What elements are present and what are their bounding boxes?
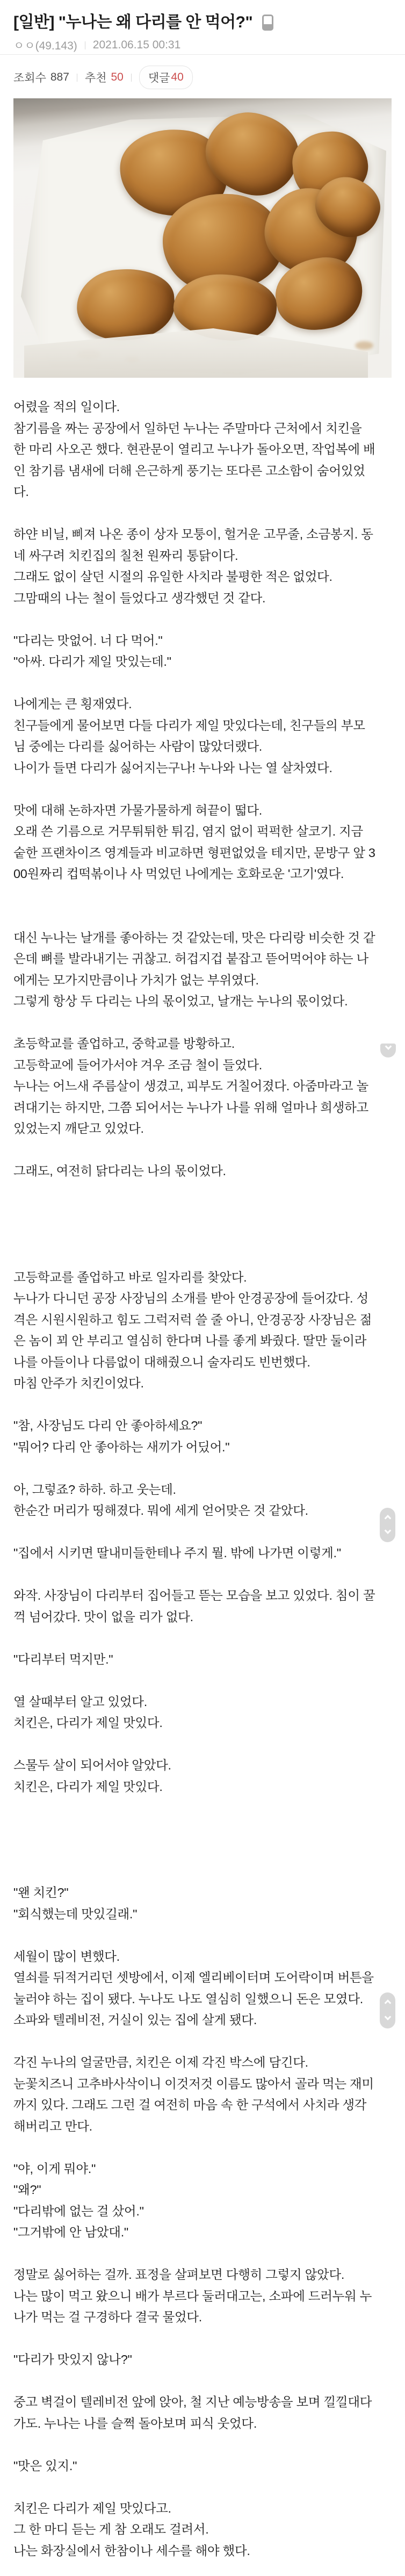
body-line <box>13 503 396 524</box>
chevron-down-icon <box>385 1044 392 1050</box>
body-line: 치킨은, 다리가 제일 맛있다. <box>13 1716 163 1730</box>
author-name[interactable]: ㅇㅇ(49.143) <box>13 40 77 52</box>
comments-label: 댓글 <box>148 72 170 84</box>
body-line <box>13 1861 396 1883</box>
body-line <box>13 1012 396 1034</box>
body-line: 은데 뼈를 발라내기는 귀찮고. 허겁지겁 붙잡고 뜯어먹어야 하는 나 <box>13 952 368 966</box>
body-line <box>13 885 396 906</box>
body-line: 나는 화장실에서 한참이나 세수를 해야 했다. <box>13 2543 250 2558</box>
body-line <box>13 1670 396 1692</box>
body-line: 네 싸구려 치킨집의 칠천 원짜리 통닭이다. <box>13 548 238 563</box>
body-line: 눈꽃치즈니 고추바사삭이니 이것저것 이름도 많아서 골라 먹는 재미 <box>13 2076 374 2091</box>
body-line: 까지 있다. 그래도 그런 걸 여전히 마음 속 한 구석에서 사치라 생각 <box>13 2098 367 2112</box>
body-line <box>13 1734 396 1755</box>
body-line: 꺽 넘어갔다. 맛이 없을 리가 없다. <box>13 1609 193 1624</box>
category-badge: [일반] <box>13 13 54 31</box>
body-line <box>13 609 396 630</box>
author-row <box>13 37 180 53</box>
header-divider <box>0 54 405 55</box>
body-line <box>13 1246 396 1267</box>
body-line: 고등학교를 졸업하고 바로 일자리를 찾았다. <box>13 1270 247 1284</box>
body-line: 그 한 마디 듣는 게 참 오래도 걸려서. <box>13 2522 209 2536</box>
body-line <box>13 1840 396 1861</box>
grease-stain <box>355 341 373 350</box>
body-line: 각진 누나의 얼굴만큼, 치킨은 이제 각진 박스에 담긴다. <box>13 2055 308 2069</box>
likes-label: 추천 <box>84 72 107 84</box>
body-line <box>13 673 396 694</box>
body-line: 한 마리 사오곤 했다. 현관문이 열리고 누나가 돌아오면, 작업복에 배 <box>13 442 375 456</box>
body-line <box>13 1522 396 1543</box>
body-line: 와작. 사장님이 다리부터 집어들고 뜯는 모습을 보고 있었다. 침이 꿀 <box>13 1588 375 1602</box>
body-line: 소파와 텔레비전, 거실이 있는 집에 살게 됐다. <box>13 2013 257 2027</box>
body-line <box>13 2137 396 2158</box>
body-line <box>13 1819 396 1840</box>
body-line: 누나는 어느새 주름살이 생겼고, 피부도 거칠어졌다. 아줌마라고 놀 <box>13 1079 368 1093</box>
page-title <box>13 9 394 32</box>
body-line: "다리부터 먹지만." <box>13 1652 113 1666</box>
body-line: "아싸. 다리가 제일 맛있는데." <box>13 654 171 668</box>
body-line: "뭐어? 다리 안 좋아하는 새끼가 어딨어." <box>13 1440 230 1454</box>
body-line: "그거밖에 안 남았대." <box>13 2225 128 2239</box>
body-line: "다리가 맛있지 않나?" <box>13 2352 132 2366</box>
body-line: 한순간 머리가 띵해졌다. 뭐에 세게 얻어맞은 것 같았다. <box>13 1503 308 1517</box>
body-line: 해버리고 만다. <box>13 2119 92 2133</box>
body-line: 고등학교에 들어가서야 겨우 조금 철이 들었다. <box>13 1057 262 1072</box>
body-line: 격은 시원시원하고 힘도 그럭저럭 쓸 줄 아니, 안경공장 사장님은 젊 <box>13 1312 372 1327</box>
body-line: 열 살때부터 알고 있었다. <box>13 1694 147 1709</box>
post-date: 2021.06.15 00:31 <box>92 39 181 51</box>
views-label: 조회수 <box>13 72 46 84</box>
likes-stat <box>85 69 124 85</box>
body-line: 참기름을 짜는 공장에서 일하던 누나는 주말마다 근처에서 치킨을 <box>13 421 362 435</box>
body-line <box>13 2243 396 2265</box>
body-line: 대신 누나는 날개를 좋아하는 것 같았는데, 맛은 다리랑 비슷한 것 같 <box>13 930 375 945</box>
body-line <box>13 2328 396 2350</box>
body-line: 오래 쓴 기름으로 거무튀튀한 튀김, 염지 없이 퍽퍽한 살코기. 지금 <box>13 824 363 838</box>
body-line: "다리는 맛없어. 너 다 먹어." <box>13 633 163 647</box>
body-line: 정말로 싫어하는 걸까. 표정을 살펴보면 다행히 그렇지 않았다. <box>13 2268 345 2282</box>
scroll-widget[interactable] <box>380 1992 395 2028</box>
body-line: 나에게는 큰 횡재였다. <box>13 697 132 711</box>
body-line: 려대기는 하지만, 그쯤 되어서는 누나가 나를 위해 얼마나 희생하고 <box>13 1100 368 1114</box>
body-line: 님 중에는 다리를 싫어하는 사람이 많았더랬다. <box>13 739 262 753</box>
body-line <box>13 2031 396 2053</box>
body-line: 있었는지 깨닫고 있었다. <box>13 1121 144 1135</box>
body-line: 열쇠를 뒤적거리던 셋방에서, 이제 엘리베이터며 도어락이며 버튼을 <box>13 1970 374 1984</box>
body-line: 나이가 들면 다리가 싫어지는구나! 누나와 나는 열 살차였다. <box>13 760 332 775</box>
chevron-up-icon[interactable] <box>384 1999 391 2006</box>
body-line <box>13 1225 396 1246</box>
body-line: "회식했는데 맛있길래." <box>13 1906 138 1921</box>
body-line: 인 참기름 냄새에 더해 은근하게 풍기는 또다른 고소함이 숨어있었 <box>13 463 365 478</box>
body-line: "왜?" <box>13 2183 41 2197</box>
body-line: 스물두 살이 되어서야 알았다. <box>13 1758 171 1772</box>
body-line <box>13 1925 396 1946</box>
body-line: 나가 먹는 걸 구경하다 결국 물었다. <box>13 2310 202 2324</box>
comments-pill[interactable] <box>139 66 193 89</box>
post-body <box>13 397 396 2561</box>
body-line: 은 놈이 꾀 안 부리고 열심히 한다며 나를 좋게 봐줬다. 딸만 둘이라 <box>13 1334 367 1348</box>
body-line: 치킨은 다리가 제일 맛있다고. <box>13 2501 171 2515</box>
body-line: 맛에 대해 논하자면 가물가물하게 혀끝이 떫다. <box>13 803 262 817</box>
body-line: 초등학교를 졸업하고, 중학교를 방황하고. <box>13 1037 235 1050</box>
post-photo-fried-chicken[interactable] <box>13 98 392 378</box>
body-line: 세월이 많이 변했다. <box>13 1949 120 1963</box>
body-line: 친구들에게 물어보면 다들 다리가 제일 맛있다는데, 친구들의 부모 <box>13 718 365 732</box>
body-line: 아, 그렇죠? 하하. 하고 웃는데. <box>13 1482 176 1496</box>
mobile-phone-icon <box>262 15 273 31</box>
body-line: 그렇게 항상 두 다리는 나의 몫이었고, 날개는 누나의 몫이었다. <box>13 994 348 1008</box>
body-line: 치킨은, 다리가 제일 맛있다. <box>13 1779 163 1794</box>
views-value: 887 <box>50 71 69 83</box>
body-line: 다. <box>13 485 29 499</box>
post-title-text: "누나는 왜 다리를 안 먹어?" <box>58 13 253 31</box>
chevron-up-icon[interactable] <box>384 1515 391 1522</box>
body-line: "참, 사장님도 다리 안 좋아하세요?" <box>13 1419 202 1433</box>
body-line: "맛은 있지." <box>13 2458 77 2473</box>
scroll-widget[interactable] <box>380 1508 395 1542</box>
body-line: 어렸을 적의 일이다. <box>13 400 120 414</box>
body-line: 눌러야 하는 집이 됐다. 누나도 나도 열심히 일했으니 돈은 모였다. <box>13 1991 363 2006</box>
body-line: 에게는 모가지만큼이나 가치가 없는 부위였다. <box>13 973 259 987</box>
body-line: "야, 이게 뭐야." <box>13 2161 96 2176</box>
body-line: 누나가 다니던 공장 사장님의 소개를 받아 안경공장에 들어갔다. 성 <box>13 1291 368 1305</box>
chevron-down-icon[interactable] <box>384 2013 391 2020</box>
body-line <box>13 2434 396 2456</box>
stats-row <box>13 66 193 89</box>
likes-value: 50 <box>111 71 124 83</box>
body-line: 가도. 누나는 나를 슬쩍 돌아보며 피식 웃었다. <box>13 2416 257 2430</box>
body-line <box>13 1203 396 1225</box>
comments-value: 40 <box>171 71 184 83</box>
body-line: "다리밖에 없는 걸 샀어." <box>13 2204 144 2218</box>
body-line <box>13 779 396 800</box>
body-line: 그래도 없이 살던 시절의 유일한 사치라 불평한 적은 없었다. <box>13 570 332 584</box>
body-line: 중고 벽걸이 텔레비전 앞에 앉아, 철 지난 예능방송을 보며 낄낄대다 <box>13 2395 372 2409</box>
chevron-down-icon[interactable] <box>384 1527 391 1534</box>
body-line: "왠 치킨?" <box>13 1886 69 1899</box>
body-line: 나를 아들이나 다름없이 대해줬으니 술자리도 빈번했다. <box>13 1355 310 1369</box>
body-line <box>13 1140 396 1161</box>
body-line: 숱한 프랜차이즈 영계들과 비교하면 형편없었을 테지만, 문방구 앞 3 <box>13 845 375 860</box>
body-line: "집에서 시키면 딸내미들한테나 주지 뭘. 밖에 나가면 이렇게." <box>13 1546 341 1560</box>
body-line: 마침 안주가 치킨이었다. <box>13 1376 144 1390</box>
body-line <box>13 1797 396 1819</box>
divider <box>131 74 132 82</box>
body-line <box>13 906 396 927</box>
body-line: 나는 많이 먹고 왔으니 배가 부르다 둘러대고는, 소파에 드러누워 누 <box>13 2289 372 2303</box>
body-line <box>13 1628 396 1649</box>
body-line <box>13 1394 396 1416</box>
body-line: 그래도, 여전히 닭다리는 나의 몫이었다. <box>13 1164 226 1178</box>
body-line <box>13 2477 396 2498</box>
body-line: 00원짜리 컵떡볶이나 사 먹었던 나에게는 호화로운 '고기'였다. <box>13 867 344 881</box>
body-line: 그맘때의 나는 철이 들었다고 생각했던 것 같다. <box>13 591 266 605</box>
body-line <box>13 1182 396 1204</box>
body-line <box>13 1564 396 1586</box>
body-line <box>13 2371 396 2392</box>
body-line <box>13 1458 396 1479</box>
views-stat <box>13 69 69 85</box>
body-line: 하얀 비닐, 삐져 나온 종이 상자 모퉁이, 헐거운 고무줄, 소금봉지. 동 <box>13 527 373 541</box>
